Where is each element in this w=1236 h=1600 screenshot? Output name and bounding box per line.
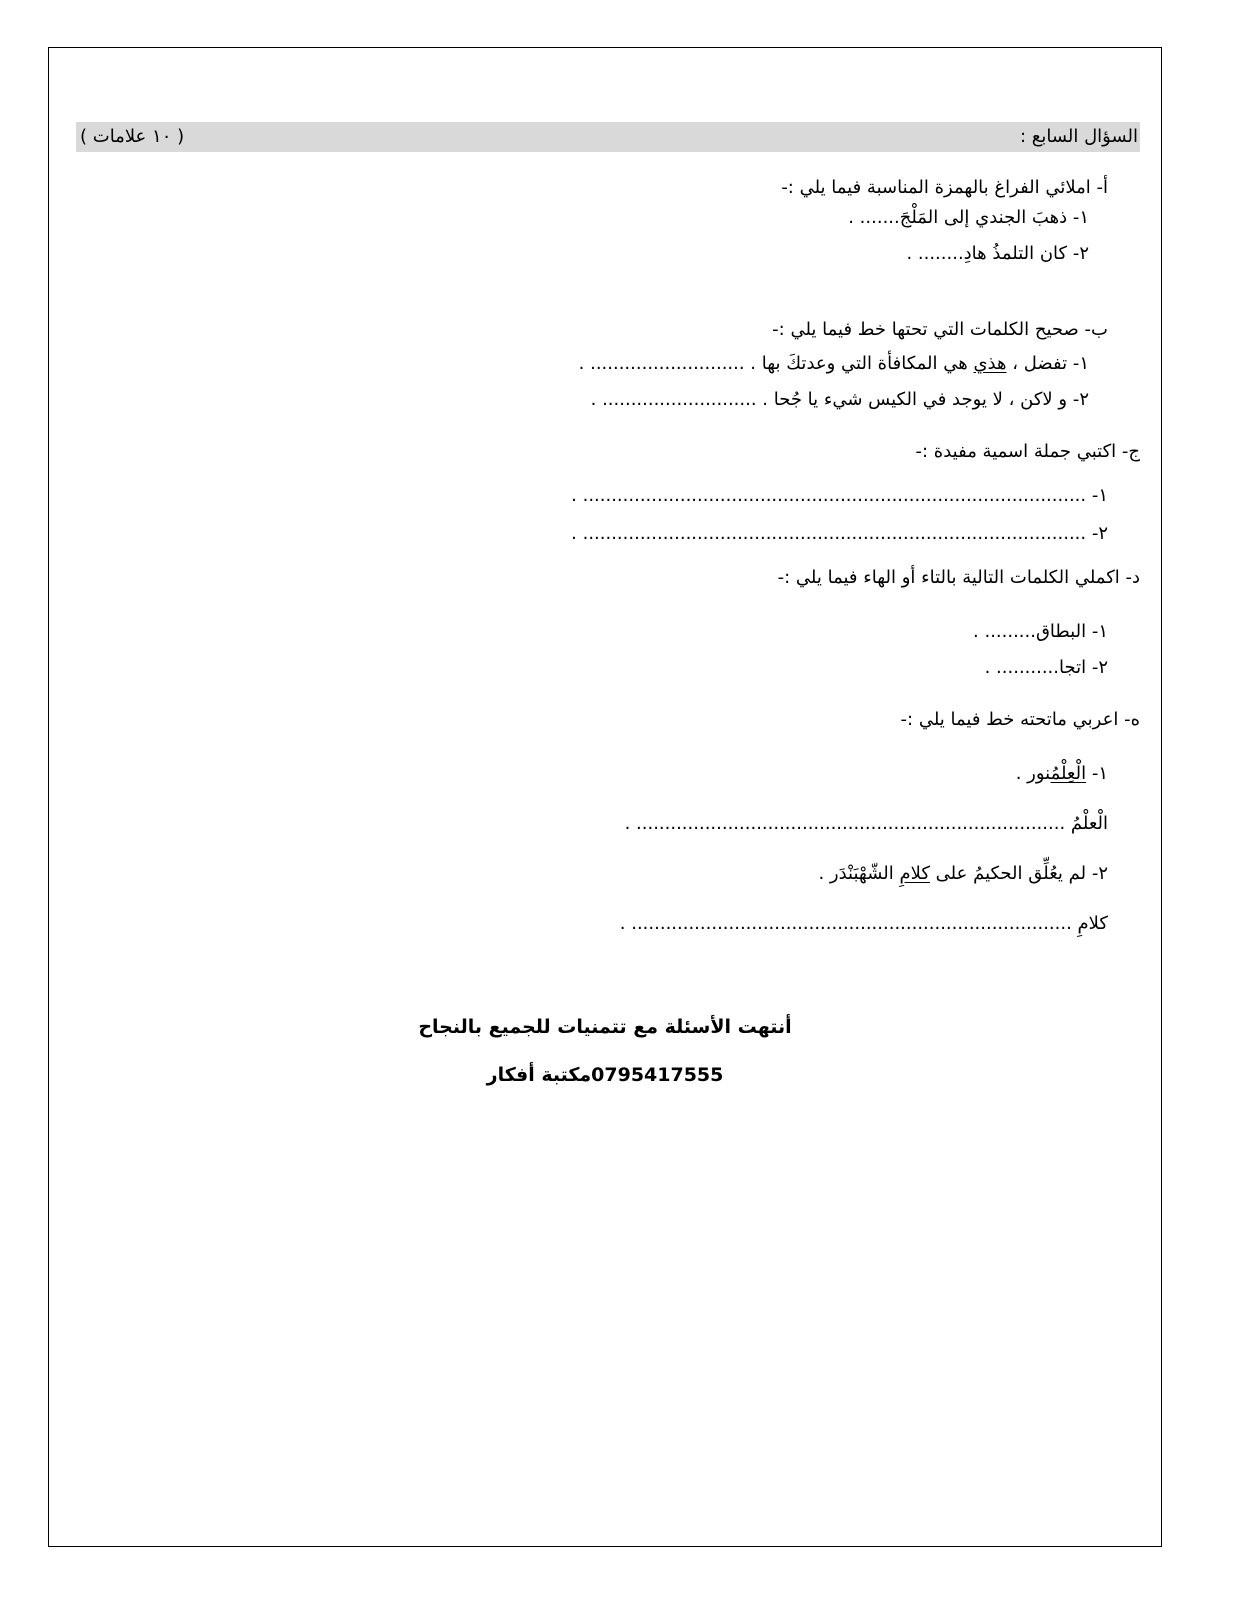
part-e-item-2-post: الشّهْبَنْدَر .	[818, 863, 900, 884]
part-d-heading: د- اكملي الكلمات التالية بالتاء أو الهاء فيما يلي :-	[777, 567, 1140, 588]
part-e-answer-1: الْعلْمُ ........................................................................... .	[624, 813, 1108, 834]
part-e-item-1-post: نور .	[1015, 763, 1051, 784]
part-e-item-1-pre: ١-	[1086, 763, 1108, 784]
question-header	[76, 122, 1140, 152]
part-c-item-1: ١- ........................................................................................ .	[571, 485, 1108, 506]
part-b-item-2: ٢- و لاكن ، لا يوجد في الكيس شيء يا جُحا . ........................... .	[590, 389, 1089, 410]
part-a-item-2: ٢- كان التلمذُ هادِ........ .	[906, 243, 1089, 264]
underlined-word-alilm: الْعِلْمُ	[1050, 763, 1087, 784]
part-c-heading: ج- اكتبي جملة اسمية مفيدة :-	[915, 441, 1140, 462]
part-e-item-2-pre: ٢- لم يعُلِّق الحكيمُ على	[929, 863, 1108, 884]
part-d-item-1: ١- البطاق......... .	[973, 621, 1108, 642]
part-b-heading: ب- صحيح الكلمات التي تحتها خط فيما يلي :-	[772, 319, 1108, 340]
part-c-item-2: ٢- ........................................................................................ .	[571, 523, 1108, 544]
part-a-item-1: ١- ذهبَ الجندي إلى المَلْجَ....... .	[848, 207, 1089, 228]
part-e-answer-2: كلامِ ............................................................................. .	[619, 913, 1108, 934]
question-title: السؤال السابع :	[1019, 126, 1138, 147]
closing-message: أنتهت الأسئلة مع تتمنيات للجميع بالنجاح	[418, 1016, 792, 1038]
part-d-item-2: ٢- اتجا........... .	[984, 657, 1108, 678]
question-marks: ( ١٠ علامات )	[80, 126, 185, 147]
part-e-item-2	[818, 862, 1108, 886]
part-b-item-1-post: هي المكافأة التي وعدتكَ بها . ........................... .	[578, 353, 974, 374]
page-border	[48, 47, 1162, 1547]
part-e-heading: ه- اعربي ماتحته خط فيما يلي :-	[900, 709, 1140, 730]
part-b-item-1	[579, 352, 1089, 376]
part-e-item-1	[1016, 762, 1108, 786]
library-contact: 0795417555مكتبة أفكار	[486, 1064, 724, 1086]
part-b-item-1-pre: ١- تفضل ،	[1006, 353, 1089, 374]
underlined-word-hadhi: هذي	[973, 353, 1007, 374]
underlined-word-kalam: كلامِ	[899, 863, 930, 884]
part-a-heading: أ- املائي الفراغ بالهمزة المناسبة فيما يلي :-	[781, 177, 1108, 198]
